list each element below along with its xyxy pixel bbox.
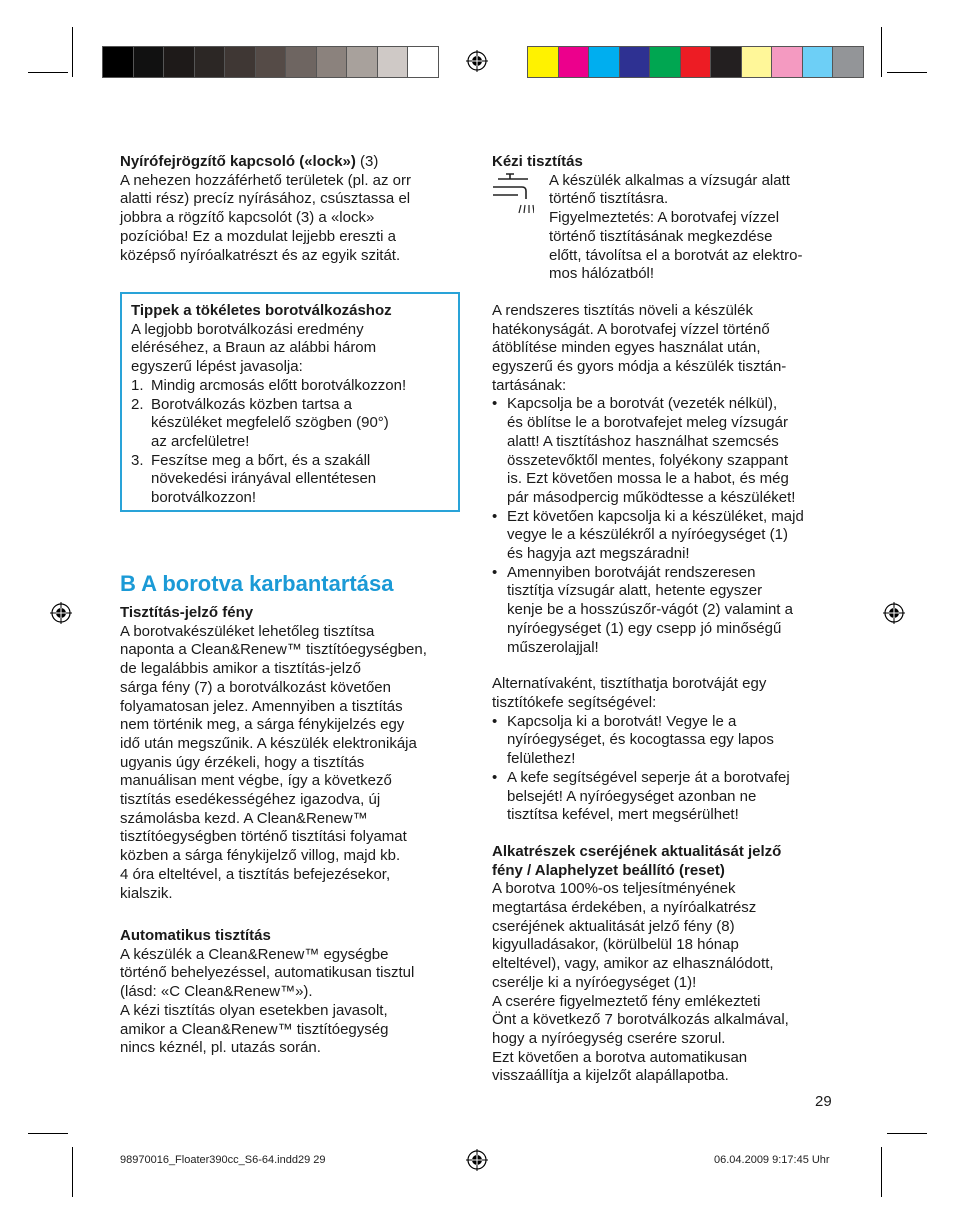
list-item [492,395,842,507]
text-line: kenje be a hosszúszőr-vágót (2) valamint a [507,601,793,619]
text-line: nincs kéznél, pl. utazás során. [120,1039,321,1057]
text-line: egyszerű lépést javasolja: [131,358,303,376]
text-line: fény / Alaphelyzet beállító (reset) [492,861,725,879]
registration-mark-icon [466,1149,488,1171]
list-item [492,769,842,825]
list-item [492,508,842,564]
registration-mark-icon [50,602,72,624]
text-line: eléréséhez, a Braun az alábbi három [131,339,377,357]
text-line: Borotválkozás közben tartsa a [151,395,352,413]
text-line: idő után megszűnik. A készülék elektronikája [120,734,417,752]
cleaning-light-section [120,604,465,903]
text-line: (lásd: «C Clean&Renew™»). [120,983,313,1001]
color-swatch [650,47,681,77]
text-line: Mindig arcmosás előtt borotválkozzon! [151,376,407,394]
color-swatch [681,47,712,77]
text-line: manuálisan ment végbe, így a következő [120,772,392,790]
auto-cleaning-body [120,946,465,1058]
text-line: alatti rész) precíz nyírásához, csúsztassa el [120,190,411,208]
color-swatch [711,47,742,77]
crop-mark [28,1133,68,1134]
tip-number: 3. [131,451,144,469]
color-swatch [772,47,803,77]
text-line: A rendszeres tisztítás növeli a készülék [492,301,753,319]
crop-mark [72,1147,73,1197]
text-line: kigyulladásakor, (körülbelül 18 hónap [492,936,739,954]
text-line: számolásba kezd. A Clean&Renew™ [120,809,368,827]
text-line: átöblítése minden egyes használat után, [492,339,761,357]
text-line: A készülék a Clean&Renew™ egységbe [120,945,389,963]
manual-cleaning-intro [492,302,842,396]
text-line: Alkatrészek cseréjének aktualitását jelző [492,842,782,860]
text-line: • Kapcsolja ki a borotvát! Vegye le a [507,712,737,730]
text-line: felülethez! [507,750,576,768]
color-swatch [317,47,348,77]
text-line: Feszítse meg a bőrt, és a szakáll [151,451,371,469]
text-line: A nehezen hozzáférhető területek (pl. az orr [120,171,412,189]
text-line: összetevőktől mentes, folyékony szappant [507,451,788,469]
color-swatch [256,47,287,77]
text-line: középső nyíróalkatrészt és az egyik szitát. [120,246,401,264]
text-line: megtartása érdekében, a nyíróalkatrész [492,899,757,917]
text-line: előtt, távolítsa el a borotvát az elektro- [549,246,803,264]
tip-number: 1. [131,376,144,394]
text-line: tisztítja vízsugár alatt, hetente egyszer [507,582,763,600]
text-line: folyamatosan jelez. Amennyiben a tisztítás [120,697,403,715]
text-line: Alternatívaként, tisztíthatja borotváját egy [492,675,767,693]
color-swatch [589,47,620,77]
text-line: mos hálózatból! [549,265,655,283]
auto-cleaning-section [120,927,465,1058]
text-line: egyszerű és gyors módja a készülék tisztán- [492,358,787,376]
text-line: Figyelmeztetés: A borotvafej vízzel [549,209,780,227]
tip-item [131,377,449,396]
lock-section [120,153,465,265]
text-line: • Kapcsolja be a borotvát (vezeték nélkül), [507,395,778,413]
footer-timestamp: 06.04.2009 9:17:45 Uhr [714,1154,830,1166]
manual-cleaning-section [492,153,842,1086]
crop-mark [72,27,73,77]
text-line: közben a sárga fénykijelző villog, majd kb. [120,847,401,865]
crop-mark [881,1147,882,1197]
registration-mark-icon [883,602,905,624]
cleaning-light-body [120,623,465,904]
text-line: visszaállítja a kijelzőt alapállapotba. [492,1067,729,1085]
text-line: de legalábbis amikor a tisztítás-jelző [120,660,361,678]
text-line: jobbra a rögzítő kapcsolót (3) a «lock» [120,209,375,227]
text-line: elteltével), vagy, amikor az elhasználódott, [492,955,774,973]
tips-box [120,292,460,512]
text-line: naponta a Clean&Renew™ tisztítóegységben, [120,641,427,659]
reset-heading [492,843,842,880]
text-line: • Ezt követően kapcsolja ki a készüléket, majd [507,507,804,525]
crop-mark [881,27,882,77]
text-line: • Amennyiben borotváját rendszeresen [507,563,756,581]
text-line: nyíróegységet (1) egy csepp jó minőségű [507,619,782,637]
color-swatch [378,47,409,77]
lock-heading: Nyírófejrögzítő kapcsoló («lock») (3) [120,153,379,170]
text-line: történő behelyezéssel, automatikusan tisztul [120,964,415,982]
text-line: és hagyja azt megszáradni! [507,545,690,563]
auto-cleaning-heading: Automatikus tisztítás [120,927,271,944]
color-swatch [620,47,651,77]
color-swatch [742,47,773,77]
cleaning-light-heading: Tisztítás-jelző fény [120,604,254,621]
lock-body [120,172,465,266]
text-line: Önt a következő 7 borotválkozás alkalmával, [492,1011,789,1029]
text-line: A készülék alkalmas a vízsugár alatt [549,171,790,189]
crop-mark [887,1133,927,1134]
section-title: B A borotva karbantartása [120,571,394,596]
process-color-bar [527,46,864,78]
tip-number: 2. [131,395,144,413]
list-item [492,564,842,658]
crop-mark [28,72,68,73]
page-number: 29 [815,1093,832,1110]
text-line: történő tisztításra. [549,190,669,208]
text-line: A legjobb borotválkozási eredmény [131,320,364,338]
text-line: borotválkozzon! [151,489,257,507]
text-line: vegye le a készülékről a nyíróegységet (1) [507,526,788,544]
text-line: is. Ezt követően mossa le a habot, és még [507,470,789,488]
list-item [492,713,842,769]
text-line: tisztítsa kefével, mert megsérülhet! [507,806,739,824]
text-line: tisztítás esedékességéhez igazodva, új [120,791,381,809]
text-line: A cserére figyelmeztető fény emlékezteti [492,992,761,1010]
grayscale-color-bar [102,46,439,78]
text-line: hogy a nyíróegység cserére szorul. [492,1029,726,1047]
text-line: pár másodpercig működtesse a készüléket! [507,488,796,506]
tip-item [131,452,449,508]
text-line: pozícióba! Ez a mozdulat lejjebb ereszti a [120,227,396,245]
text-line: amikor a Clean&Renew™ tisztítóegység [120,1020,389,1038]
text-line: A kézi tisztítás olyan esetekben javasolt, [120,1001,388,1019]
color-swatch [559,47,590,77]
color-swatch [833,47,863,77]
crop-mark [887,72,927,73]
text-line: belsejét! A nyíróegységet azonban ne [507,787,757,805]
text-line: ugyanis úgy érzékeli, hogy a tisztítás [120,753,365,771]
color-swatch [164,47,195,77]
tips-heading: Tippek a tökéletes borotválkozáshoz [131,302,392,319]
text-line: készüléket megfelelő szögben (90°) [151,414,389,432]
color-swatch [195,47,226,77]
color-swatch [225,47,256,77]
text-line: hatékonyságát. A borotvafej vízzel történő [492,320,770,338]
color-swatch [286,47,317,77]
text-line: és öblítse le a borotvafejet meleg vízsugár [507,414,788,432]
brush-cleaning-list [492,713,842,825]
brush-cleaning-intro [492,675,842,712]
color-swatch [528,47,559,77]
text-line: növekedési irányával ellentétesen [151,470,377,488]
color-swatch [347,47,378,77]
text-line: Ezt követően a borotva automatikusan [492,1048,748,1066]
footer-file-info: 98970016_Floater390cc_S6-64.indd29 29 [120,1154,326,1166]
text-line: cserélje ki a nyíróegységet (1)! [492,973,697,991]
text-line: nem történik meg, a sárga fénykijelzés egy [120,716,405,734]
color-swatch [134,47,165,77]
text-line: történő tisztításának megkezdése [549,227,773,245]
text-line: tisztítókefe segítségével: [492,693,657,711]
manual-cleaning-list [492,395,842,657]
manual-cleaning-heading: Kézi tisztítás [492,153,583,170]
text-line: A borotvakészüléket lehetőleg tisztítsa [120,622,375,640]
tips-intro [131,321,449,377]
text-line: alatt! A tisztításhoz használhat szemcsés [507,432,779,450]
text-line: A borotva 100%-os teljesítményének [492,880,736,898]
text-line: kialszik. [120,884,173,902]
tips-list [131,377,449,508]
color-swatch [803,47,834,77]
reset-body [492,880,842,1086]
manual-cleaning-warning [492,172,842,284]
text-line: • A kefe segítségével seperje át a borotvafej [507,768,790,786]
text-line: az arcfelületre! [151,432,250,450]
registration-mark-icon [466,50,488,72]
text-line: nyíróegységet, és kocogtassa egy lapos [507,731,774,749]
water-tap-icon [492,173,534,221]
text-line: 4 óra elteltével, a tisztítás befejezésekor, [120,865,391,883]
color-swatch [408,47,438,77]
text-line: tartásának: [492,376,567,394]
color-swatch [103,47,134,77]
text-line: tisztítóegységben történő tisztítási folyamat [120,828,407,846]
text-line: cseréjének aktualitását jelző fény (8) [492,917,735,935]
text-line: műszerolajjal! [507,638,599,656]
text-line: sárga fény (7) a borotválkozást követően [120,678,391,696]
tip-item [131,396,449,452]
